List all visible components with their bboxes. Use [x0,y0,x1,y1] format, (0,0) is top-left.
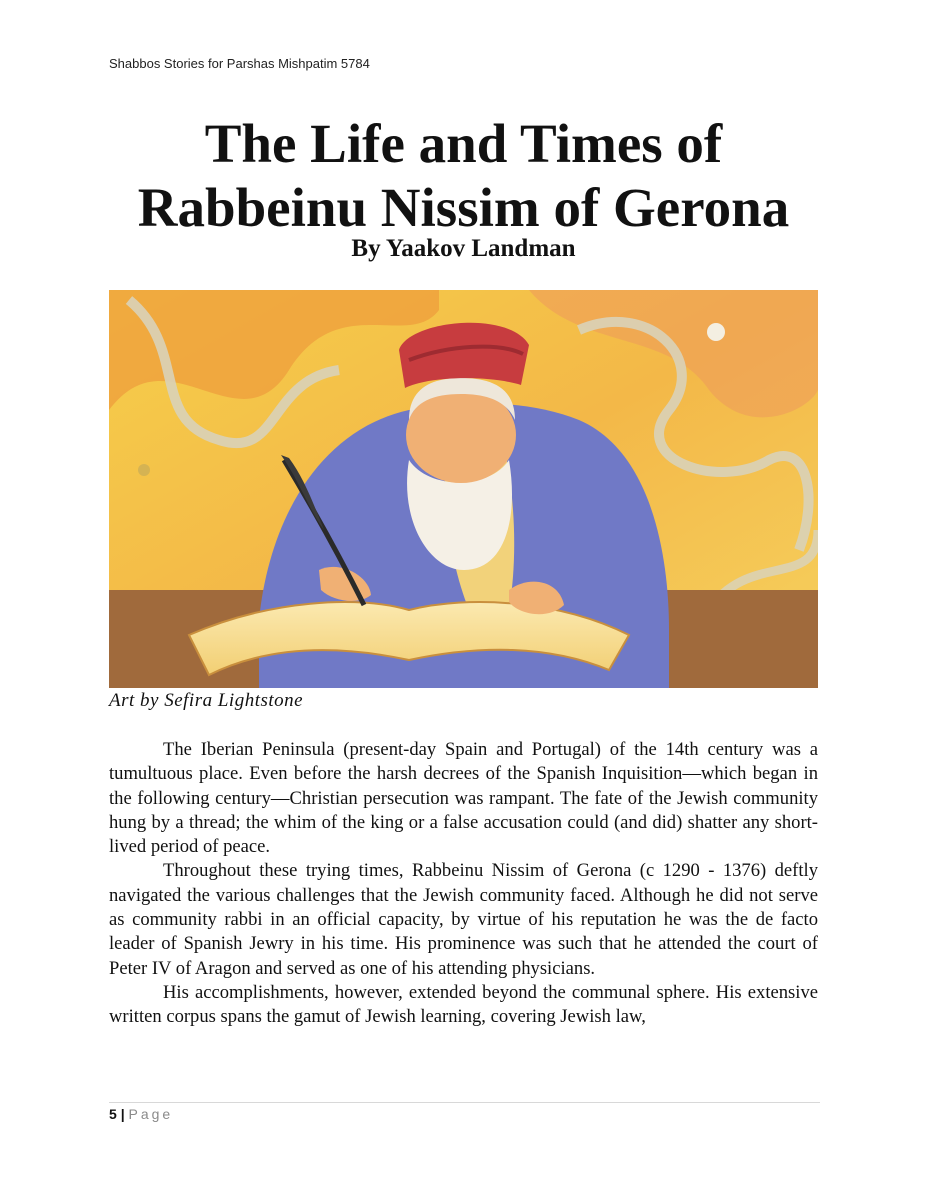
art-dot [707,323,725,341]
page-number: 5 [109,1106,117,1122]
footer-divider [109,1102,820,1103]
running-header: Shabbos Stories for Parshas Mishpatim 5784 [109,56,370,71]
illustration-caption: Art by Sefira Lightstone [109,690,304,711]
page-footer [109,1106,173,1122]
article-title-line-1: The Life and Times of [204,113,723,174]
body-paragraph: The Iberian Peninsula (present-day Spain and Portugal) of the 14th century was a tumultuous place. Even before the harsh decrees of the Spanish Inquisition—which began in the following century—Christian persecution was rampant. The fate of the Jewish community hung by a thread; the whim of the king or a false accusation could (and did) shatter any short-lived period of peace. [109,739,818,858]
page-label: Page [128,1106,174,1122]
footer-separator: | [120,1106,125,1122]
article-body [109,738,818,1030]
illustration-rabbi-writing [109,290,818,688]
art-dot-small [138,464,150,476]
article-title-line-2: Rabbeinu Nissim of Gerona [137,177,790,238]
body-paragraph: Throughout these trying times, Rabbeinu Nissim of Gerona (c 1290 - 1376) deftly navigated the various challenges that the Jewish community faced. Although he did not serve as community rabbi in an official capacity, by virtue of his reputation he was the de facto leader of Spanish Jewry in his time. His prominence was such that he attended the court of Peter IV of Aragon and served as one of his attending physicians. [109,860,818,979]
body-paragraph: His accomplishments, however, extended beyond the communal sphere. His extensive written corpus spans the gamut of Jewish learning, covering Jewish law, [109,981,818,1028]
byline: By Yaakov Landman [351,235,576,262]
